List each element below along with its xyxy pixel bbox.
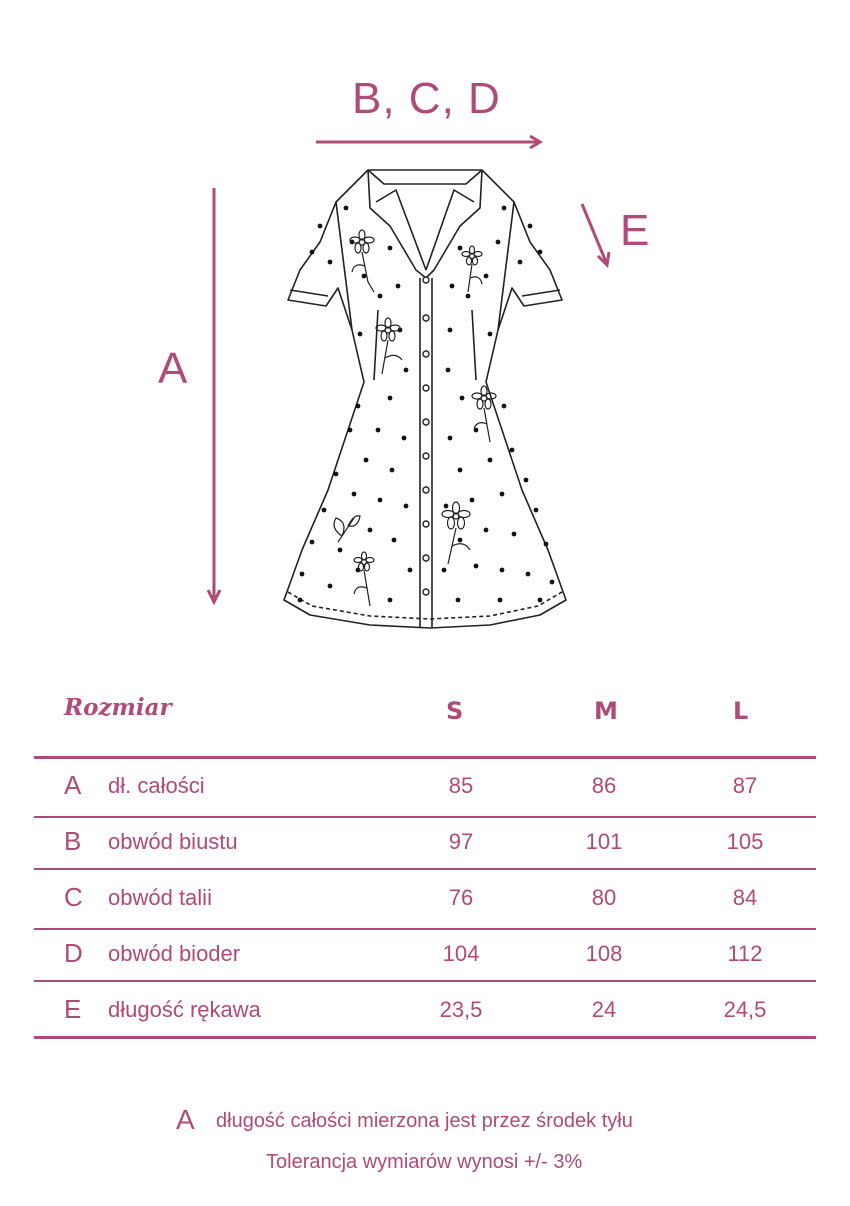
table-rule xyxy=(34,868,816,870)
value-m: 101 xyxy=(585,829,623,854)
row-name: obwód talii xyxy=(108,885,212,910)
value-s: 76 xyxy=(448,885,474,910)
size-header-s: S xyxy=(446,697,464,725)
table-rule-top xyxy=(34,756,816,759)
row-key: C xyxy=(64,882,83,912)
dress-illustration xyxy=(240,130,610,690)
value-l: 84 xyxy=(732,885,758,910)
label-bcd: B, C, D xyxy=(352,74,501,123)
footnote-key: A xyxy=(176,1104,195,1135)
value-l: 87 xyxy=(732,773,758,798)
value-l: 112 xyxy=(727,941,763,966)
value-s: 104 xyxy=(442,941,480,966)
value-m: 108 xyxy=(585,941,623,966)
value-s: 23,5 xyxy=(439,997,483,1022)
footnote-tolerance: Tolerancja wymiarów wynosi +/- 3% xyxy=(266,1151,583,1173)
table-row-c xyxy=(0,882,850,932)
row-name: dł. całości xyxy=(108,773,205,798)
row-name: długość rękawa xyxy=(108,997,261,1022)
label-a: A xyxy=(158,344,189,393)
table-rule xyxy=(34,928,816,930)
size-header-m: M xyxy=(594,697,618,725)
label-e: E xyxy=(620,206,651,255)
table-rule-bottom xyxy=(34,1036,816,1039)
row-key: D xyxy=(64,938,83,968)
value-s: 85 xyxy=(448,773,474,798)
row-key: B xyxy=(64,826,82,856)
table-rule xyxy=(34,816,816,818)
value-m: 80 xyxy=(591,885,617,910)
value-l: 24,5 xyxy=(723,997,767,1022)
value-s: 97 xyxy=(448,829,474,854)
row-key: A xyxy=(64,770,82,800)
table-header-rozmiar: Rozmiar xyxy=(64,694,172,721)
value-m: 86 xyxy=(591,773,617,798)
value-m: 24 xyxy=(591,997,617,1022)
value-l: 105 xyxy=(726,829,764,854)
footnote-measure: długość całości mierzona jest przez środek tyłu xyxy=(216,1110,633,1132)
row-name: obwód biustu xyxy=(108,829,238,854)
row-name: obwód bioder xyxy=(108,941,241,966)
row-key: E xyxy=(64,994,82,1024)
size-header-l: L xyxy=(733,697,749,725)
table-row-a xyxy=(0,770,850,820)
arrow-vertical xyxy=(204,184,224,608)
table-rule xyxy=(34,980,816,982)
